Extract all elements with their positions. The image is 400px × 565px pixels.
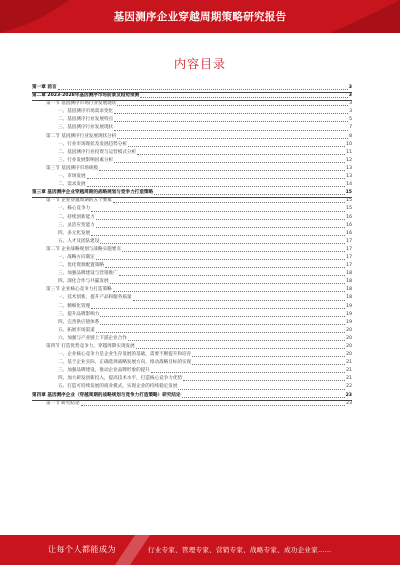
toc-leader-dots	[140, 97, 348, 98]
toc-leader-dots	[96, 259, 345, 260]
toc-subsection-entry[interactable]	[32, 383, 352, 391]
toc-leader-dots	[114, 162, 345, 163]
report-title: 基因测序企业穿越周期策略研究报告	[113, 11, 287, 23]
toc-page-number: 15	[345, 190, 352, 196]
toc-page-number: 16	[346, 222, 352, 228]
toc-subsection-entry[interactable]	[32, 222, 352, 230]
toc-leader-dots	[87, 186, 346, 187]
toc-page-number: 5	[349, 117, 352, 123]
toc-leader-dots	[137, 154, 345, 155]
toc-page-number: 23	[345, 392, 352, 398]
toc-page-number: 14	[346, 182, 352, 188]
toc-page-number: 3	[349, 101, 352, 107]
toc-page-number: 19	[346, 319, 352, 325]
toc-subsection-entry[interactable]	[32, 262, 352, 270]
toc-leader-dots	[133, 300, 346, 301]
toc-leader-dots	[105, 267, 345, 268]
toc-subsection-entry[interactable]	[32, 303, 352, 311]
toc-leader-dots	[192, 364, 345, 365]
toc-chapter-entry[interactable]	[32, 84, 352, 92]
toc-entry-text: 四、多元化发展	[58, 230, 91, 236]
toc-leader-dots	[91, 235, 345, 236]
toc-page-number: 18	[346, 279, 352, 285]
toc-page-number: 18	[346, 271, 352, 277]
footer-slogan-left: 让每个人都能成为	[48, 545, 116, 554]
toc-leader-dots	[128, 340, 345, 341]
toc-entry-text: 二、持续创新能力	[58, 214, 95, 220]
toc-leader-dots	[96, 219, 345, 220]
toc-heading: 内容目录	[173, 57, 226, 71]
toc-entry-text: 第一节 研究结论	[46, 400, 80, 406]
toc-page-number: 13	[346, 165, 352, 171]
toc-leader-dots	[117, 105, 348, 106]
toc-entry-text: 二、基因测序行业投资与运营模式分析	[58, 149, 137, 155]
page-footer	[0, 535, 400, 565]
toc-leader-dots	[128, 146, 345, 147]
toc-entry-text: 一、核心竞争力	[58, 206, 91, 212]
toc-leader-dots	[119, 275, 345, 276]
toc-subsection-entry[interactable]	[32, 108, 352, 116]
toc-entry-text: 三、提升品牌影响力	[58, 311, 100, 317]
toc-page-number: 8	[349, 133, 352, 139]
toc-chapter-rule	[32, 92, 352, 93]
toc-entry-text: 三、加强品牌建设，推动企业品牌形象的提升	[58, 368, 150, 374]
toc-leader-dots	[91, 308, 345, 309]
toc-subsection-entry[interactable]	[32, 157, 352, 165]
toc-entry-text: 第四章 基因测序企业（穿越周期的战略规划与竞争力打造策略）研究结论	[32, 392, 181, 398]
toc-leader-dots	[114, 121, 348, 122]
toc-subsection-entry[interactable]	[32, 149, 352, 157]
toc-page-number: 18	[346, 287, 352, 293]
toc-subsection-entry[interactable]	[32, 351, 352, 359]
toc-leader-dots	[151, 372, 345, 373]
toc-subsection-entry[interactable]	[32, 294, 352, 302]
toc-entry-text: 第二节 企业战略规划与战略实施要点	[46, 246, 121, 252]
toc-section-entry[interactable]	[32, 100, 352, 108]
toc-chapter-rule	[32, 400, 352, 401]
toc-chapter-rule	[32, 100, 352, 101]
toc-entry-text: 第二章 2023-2028年基因测序市场前景及趋势预测	[32, 93, 140, 99]
toc-leader-dots	[100, 324, 345, 325]
toc-page-number: 7	[349, 125, 352, 131]
toc-entry-text: 五、打造可持续发展的商业模式，实现企业的持续稳定发展	[58, 384, 178, 390]
toc-leader-dots	[100, 316, 345, 317]
toc-section-entry[interactable]	[32, 165, 352, 173]
toc-page-number: 17	[346, 246, 352, 252]
toc-leader-dots	[100, 243, 345, 244]
toc-leader-dots	[113, 291, 345, 292]
toc-entry-text: 四、加大研发创新投入，提高技术水平，打造核心竞争力优势	[58, 376, 183, 382]
toc-entry-text: 一、基因测序市场需求变化	[58, 109, 114, 115]
toc-entry-text: 第一节 企业穿越周期的五个要素	[46, 198, 112, 204]
footer-divider-decoration	[110, 535, 150, 565]
footer-slogan-right: 行业专家、管理专家、营销专家、战略专家、成功企业家……	[148, 546, 332, 554]
toc-page-number: 20	[346, 344, 352, 349]
toc-subsection-entry[interactable]	[32, 124, 352, 132]
toc-entry-text: 第三节 基因测序市场规模	[46, 165, 98, 171]
toc-page-number: 11	[346, 149, 352, 155]
toc-entry-text: 五、人才及团队建设	[58, 238, 100, 244]
toc-subsection-entry[interactable]	[32, 311, 352, 319]
toc-subsection-entry[interactable]	[32, 254, 352, 262]
toc-subsection-entry[interactable]	[32, 278, 352, 286]
toc-leader-dots	[117, 138, 348, 139]
toc-subsection-entry[interactable]	[32, 141, 352, 149]
toc-section-entry[interactable]	[32, 246, 352, 254]
toc-subsection-entry[interactable]	[32, 173, 352, 181]
toc-subsection-entry[interactable]	[32, 230, 352, 238]
toc-leader-dots	[192, 356, 345, 357]
toc-subsection-entry[interactable]	[32, 359, 352, 367]
toc-entry-text: 第一节 基因测序市场行业发展现状	[46, 101, 117, 107]
toc-entry-text: 二、精细化管理	[58, 303, 91, 309]
toc-page-number: 17	[346, 254, 352, 260]
table-of-contents	[32, 84, 352, 408]
toc-entry-text: 六、加强与产业链上下游企业合作	[58, 335, 127, 341]
toc-entry-text: 一、企业核心竞争力是企业生存发展的基础，需要不断提升和培育	[58, 352, 192, 358]
toc-leader-dots	[58, 89, 348, 90]
toc-page-number: 3	[348, 93, 352, 99]
toc-entry-text: 第二节 基因测序行业发展现状分析	[46, 133, 117, 139]
toc-page-number: 17	[346, 238, 352, 244]
toc-entry-text: 三、基因测序行业发展现状	[58, 125, 114, 131]
toc-page-number: 22	[346, 384, 352, 390]
toc-chapter-rule	[32, 197, 352, 198]
toc-leader-dots	[87, 178, 346, 179]
toc-page-number: 21	[346, 368, 352, 374]
toc-page-number: 23	[346, 400, 352, 406]
toc-page-number: 13	[346, 174, 352, 180]
toc-entry-text: 二、优化资源配置策略	[58, 263, 104, 269]
toc-section-entry[interactable]	[32, 133, 352, 141]
toc-subsection-entry[interactable]	[32, 116, 352, 124]
toc-entry-text: 二、基于企业实际，正确选择战略发展方向，推动战略目标的实现	[58, 360, 192, 366]
toc-leader-dots	[96, 227, 345, 228]
toc-leader-dots	[113, 202, 345, 203]
toc-chapter-entry[interactable]	[32, 92, 352, 100]
toc-section-entry[interactable]	[32, 286, 352, 294]
toc-entry-text: 一、市场发展	[58, 174, 86, 180]
toc-page-number: 16	[346, 230, 352, 236]
toc-leader-dots	[178, 389, 345, 390]
toc-leader-dots	[136, 348, 345, 349]
toc-entry-text: 三、行业发展影响因素分析	[58, 157, 114, 163]
toc-leader-dots	[182, 397, 345, 398]
toc-leader-dots	[114, 113, 348, 114]
toc-entry-text: 五、拓展市场渠道	[58, 327, 95, 333]
toc-leader-dots	[81, 405, 346, 406]
toc-page-number: 20	[346, 327, 352, 333]
toc-page-number: 20	[346, 352, 352, 358]
toc-subsection-entry[interactable]	[32, 335, 352, 343]
toc-page-number: 19	[346, 303, 352, 309]
page-header	[0, 0, 400, 33]
toc-entry-text: 三、加强品牌建设与营销推广	[58, 271, 118, 277]
toc-page-number: 19	[346, 311, 352, 317]
toc-entry-text: 第三章 基因测序企业穿越周期的战略规划与竞争力打造策略	[32, 190, 154, 196]
toc-subsection-entry[interactable]	[32, 327, 352, 335]
toc-leader-dots	[114, 130, 348, 131]
toc-entry-text: 三、灵活应变能力	[58, 222, 95, 228]
toc-entry-text: 四、完善供应链体系	[58, 319, 100, 325]
toc-leader-dots	[99, 170, 345, 171]
toc-page-number: 15	[346, 198, 352, 204]
toc-entry-text: 第三节 企业核心竞争力打造策略	[46, 287, 112, 293]
toc-leader-dots	[96, 332, 345, 333]
toc-subsection-entry[interactable]	[32, 375, 352, 383]
toc-leader-dots	[154, 194, 345, 195]
toc-subsection-entry[interactable]	[32, 214, 352, 222]
toc-page-number: 3	[349, 109, 352, 115]
toc-page-number: 12	[346, 157, 352, 163]
toc-entry-text: 第一章 前言	[32, 85, 57, 90]
toc-section-entry[interactable]	[32, 197, 352, 205]
toc-entry-text: 二、需求发展	[58, 182, 86, 188]
toc-section-entry[interactable]	[32, 343, 352, 351]
toc-leader-dots	[110, 283, 346, 284]
toc-chapter-entry[interactable]	[32, 392, 352, 400]
toc-leader-dots	[91, 211, 345, 212]
toc-subsection-entry[interactable]	[32, 270, 352, 278]
toc-subsection-entry[interactable]	[32, 238, 352, 246]
toc-page-number: 21	[346, 360, 352, 366]
toc-subsection-entry[interactable]	[32, 205, 352, 213]
toc-entry-text: 四、深化合作与共赢发展	[58, 279, 109, 285]
toc-page-number: 18	[346, 295, 352, 301]
toc-subsection-entry[interactable]	[32, 319, 352, 327]
toc-subsection-entry[interactable]	[32, 367, 352, 375]
toc-leader-dots	[183, 380, 345, 381]
toc-entry-text: 一、战略方向制定	[58, 254, 95, 260]
toc-page-number: 20	[346, 335, 352, 341]
toc-page-number: 10	[346, 141, 352, 147]
toc-leader-dots	[122, 251, 345, 252]
toc-page-number: 17	[346, 263, 352, 269]
toc-subsection-entry[interactable]	[32, 181, 352, 189]
toc-entry-text: 一、行业市场现状及发展趋势分析	[58, 141, 127, 147]
toc-page-number: 16	[346, 214, 352, 220]
toc-entry-text: 二、基因测序行业发展特点	[58, 117, 114, 123]
toc-page-number: 3	[348, 85, 352, 90]
toc-page-number: 15	[346, 206, 352, 212]
toc-page-number: 21	[346, 376, 352, 382]
toc-entry-text: 第四节 打造优势竞争力，穿越周期实现发展	[46, 344, 135, 349]
toc-entry-text: 一、技术创新，提升产品和服务质量	[58, 295, 132, 301]
